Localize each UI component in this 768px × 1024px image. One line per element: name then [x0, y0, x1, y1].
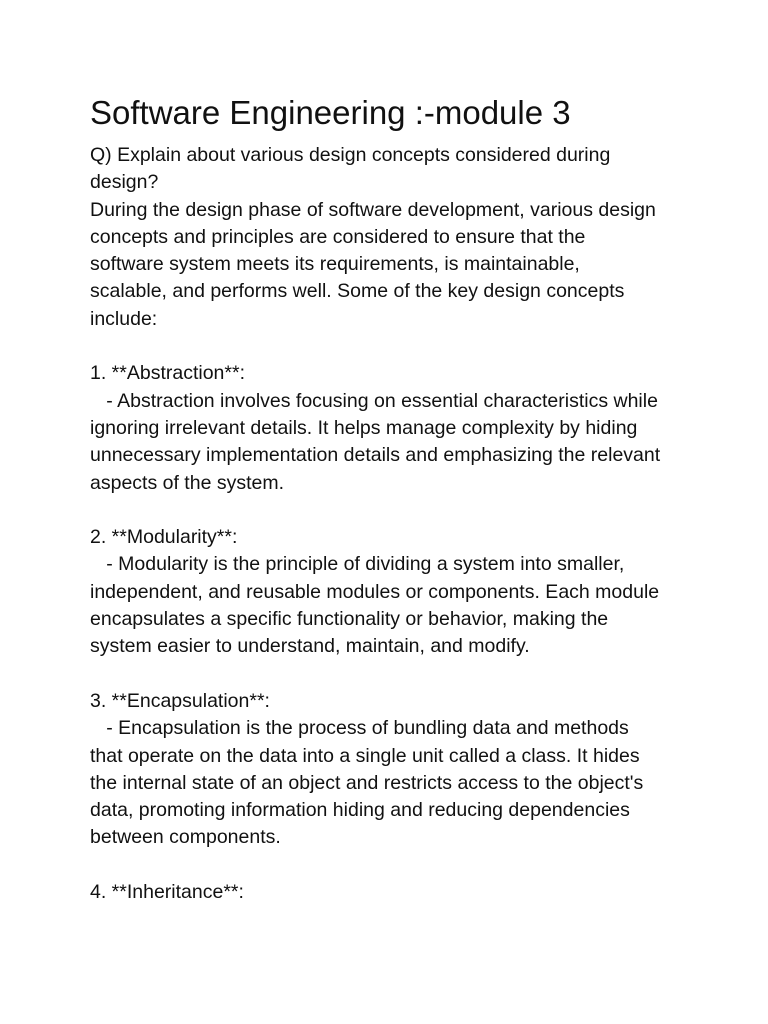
intro-line-1: During the design phase of software development, various design [90, 198, 656, 221]
blank-line [90, 497, 690, 524]
blank-line [90, 333, 690, 360]
encapsulation-heading: 3. **Encapsulation**: [90, 689, 270, 712]
abstraction-line-1: - Abstraction involves focusing on essential characteristics while [90, 389, 658, 412]
modularity-line-2: independent, and reusable modules or components. Each module [90, 580, 660, 603]
blank-line [90, 661, 690, 688]
abstraction-line-4: aspects of the system. [90, 471, 285, 494]
intro-line-4: scalable, and performs well. Some of the key design concepts [90, 280, 625, 303]
intro-line-2: concepts and principles are considered to ensure that the [90, 225, 586, 248]
modularity-line-1: - Modularity is the principle of dividing a system into smaller, [90, 553, 625, 576]
abstraction-line-2: ignoring irrelevant details. It helps manage complexity by hiding [90, 416, 638, 439]
encapsulation-line-2: that operate on the data into a single unit called a class. It hides [90, 744, 640, 767]
abstraction-line-3: unnecessary implementation details and emphasizing the relevant [90, 444, 661, 467]
abstraction-heading: 1. **Abstraction**: [90, 362, 246, 385]
document-title: Software Engineering :-module 3 [90, 94, 571, 131]
encapsulation-line-5: between components. [90, 826, 281, 849]
intro-line-5: include: [90, 307, 158, 330]
blank-line [90, 852, 690, 879]
question-line-1: Q) Explain about various design concepts considered during [90, 144, 611, 166]
encapsulation-line-1: - Encapsulation is the process of bundling data and methods [90, 717, 629, 740]
document-body [90, 142, 690, 906]
modularity-line-3: encapsulates a specific functionality or behavior, making the [90, 608, 609, 631]
modularity-line-4: system easier to understand, maintain, and modify. [90, 635, 530, 658]
modularity-heading: 2. **Modularity**: [90, 526, 238, 549]
intro-line-3: software system meets its requirements, is maintainable, [90, 253, 580, 276]
encapsulation-line-4: data, promoting information hiding and reducing dependencies [90, 799, 630, 822]
encapsulation-line-3: the internal state of an object and restricts access to the object's [90, 771, 644, 794]
inheritance-heading: 4. **Inheritance**: [90, 881, 244, 904]
question-line-2: design? [90, 171, 159, 194]
